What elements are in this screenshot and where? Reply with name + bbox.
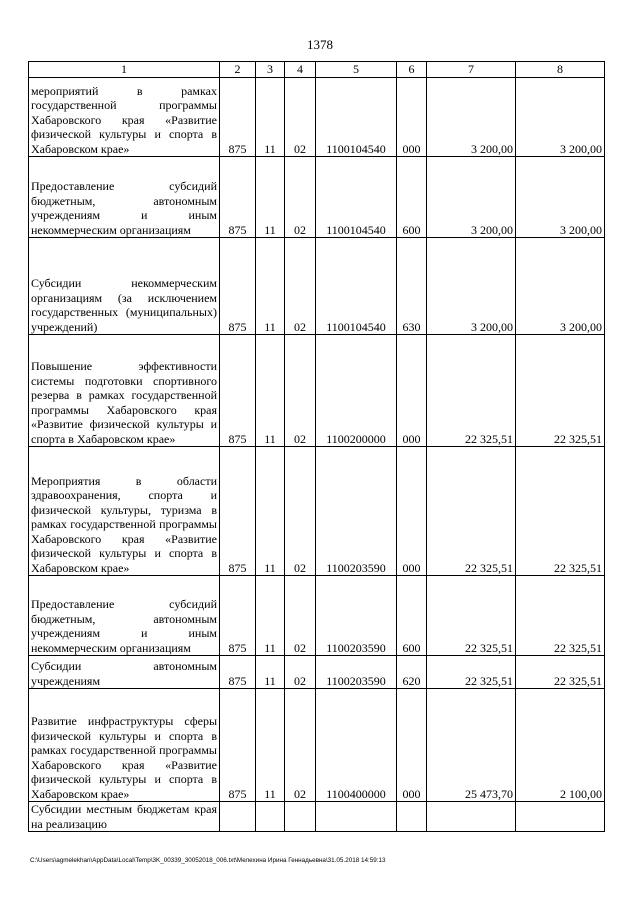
- col-3: 11: [256, 335, 285, 447]
- col-8: 22 325,51: [516, 447, 605, 576]
- col-3: 11: [256, 656, 285, 689]
- col-8: 3 200,00: [516, 238, 605, 335]
- col-8: 22 325,51: [516, 576, 605, 656]
- col-6: 630: [397, 238, 427, 335]
- col-2: 875: [220, 335, 256, 447]
- col-6: 600: [397, 157, 427, 238]
- header-cell: 6: [397, 62, 427, 78]
- header-cell: 5: [316, 62, 397, 78]
- table-row: [29, 238, 605, 335]
- col-2: 875: [220, 576, 256, 656]
- col-2: 875: [220, 157, 256, 238]
- col-5: 1100200000: [316, 335, 397, 447]
- table-row: [29, 576, 605, 656]
- col-6: 000: [397, 447, 427, 576]
- table-row: [29, 335, 605, 447]
- table-row: [29, 78, 605, 157]
- col-8: 22 325,51: [516, 656, 605, 689]
- header-cell: 7: [427, 62, 516, 78]
- table-row: [29, 802, 605, 832]
- col-8: 22 325,51: [516, 335, 605, 447]
- col-5: 1100203590: [316, 576, 397, 656]
- col-2: [220, 802, 256, 832]
- col-4: 02: [285, 689, 316, 802]
- row-name: Предоставление субсидий бюджетным, автономным учреждениям и иным некоммерческим организациям: [29, 157, 220, 238]
- col-6: 000: [397, 335, 427, 447]
- header-cell: 2: [220, 62, 256, 78]
- col-7: 22 325,51: [427, 335, 516, 447]
- col-4: 02: [285, 78, 316, 157]
- col-4: 02: [285, 335, 316, 447]
- table-row: [29, 656, 605, 689]
- col-5: 1100104540: [316, 78, 397, 157]
- col-5: 1100400000: [316, 689, 397, 802]
- col-2: 875: [220, 78, 256, 157]
- row-name: Развитие инфраструктуры сферы физической культуры и спорта в рамках государственной программы Хабаровского края «Развитие физической культуры и спорта в Хабаровском крае»: [29, 689, 220, 802]
- col-6: 000: [397, 78, 427, 157]
- col-6: 600: [397, 576, 427, 656]
- col-5: [316, 802, 397, 832]
- col-2: 875: [220, 447, 256, 576]
- col-2: 875: [220, 689, 256, 802]
- col-7: [427, 802, 516, 832]
- col-6: 000: [397, 689, 427, 802]
- col-7: 3 200,00: [427, 238, 516, 335]
- row-name: Субсидии некоммерческим организациям (за исключением государственных (муниципальных) учреждений): [29, 238, 220, 335]
- col-4: 02: [285, 238, 316, 335]
- col-4: 02: [285, 157, 316, 238]
- col-7: 3 200,00: [427, 157, 516, 238]
- table-row: [29, 689, 605, 802]
- col-5: 1100203590: [316, 656, 397, 689]
- row-name: мероприятий в рамках государственной программы Хабаровского края «Развитие физической культуры и спорта в Хабаровском крае»: [29, 78, 220, 157]
- header-cell: 4: [285, 62, 316, 78]
- col-7: 22 325,51: [427, 447, 516, 576]
- col-4: [285, 802, 316, 832]
- row-name: Субсидии автономным учреждениям: [29, 656, 220, 689]
- file-path-footer: C:\Users\agmelekhan\AppData\Local\Temp\3K_00339_30052018_006.txt\Мелехина Ирина Геннадьевна\31.05.2018 14:59:13: [30, 857, 386, 864]
- header-cell: 3: [256, 62, 285, 78]
- table-row: [29, 447, 605, 576]
- header-cell: 8: [516, 62, 605, 78]
- col-6: 620: [397, 656, 427, 689]
- col-5: 1100203590: [316, 447, 397, 576]
- col-2: 875: [220, 238, 256, 335]
- col-3: [256, 802, 285, 832]
- table-row: [29, 157, 605, 238]
- col-7: 3 200,00: [427, 78, 516, 157]
- col-7: 25 473,70: [427, 689, 516, 802]
- col-3: 11: [256, 157, 285, 238]
- budget-table: [28, 61, 605, 832]
- col-3: 11: [256, 576, 285, 656]
- col-8: 3 200,00: [516, 157, 605, 238]
- col-5: 1100104540: [316, 157, 397, 238]
- col-3: 11: [256, 447, 285, 576]
- col-8: [516, 802, 605, 832]
- col-4: 02: [285, 576, 316, 656]
- page-number: 1378: [307, 37, 333, 52]
- col-8: 2 100,00: [516, 689, 605, 802]
- row-name: Мероприятия в области здравоохранения, спорта и физической культуры, туризма в рамках государственной программы Хабаровского края «Развитие физической культуры и спорта в Хабаровском крае»: [29, 447, 220, 576]
- table-header-row: [29, 62, 605, 78]
- header-cell: 1: [29, 62, 220, 78]
- col-4: 02: [285, 447, 316, 576]
- col-8: 3 200,00: [516, 78, 605, 157]
- col-4: 02: [285, 656, 316, 689]
- col-3: 11: [256, 689, 285, 802]
- row-name: Предоставление субсидий бюджетным, автономным учреждениям и иным некоммерческим организациям: [29, 576, 220, 656]
- col-3: 11: [256, 238, 285, 335]
- row-name: Повышение эффективности системы подготовки спортивного резерва в рамках государственной программы Хабаровского края «Развитие физической культуры и спорта в Хабаровском крае»: [29, 335, 220, 447]
- col-5: 1100104540: [316, 238, 397, 335]
- col-3: 11: [256, 78, 285, 157]
- col-7: 22 325,51: [427, 656, 516, 689]
- col-2: 875: [220, 656, 256, 689]
- col-7: 22 325,51: [427, 576, 516, 656]
- row-name: Субсидии местным бюджетам края на реализацию: [29, 802, 220, 832]
- col-6: [397, 802, 427, 832]
